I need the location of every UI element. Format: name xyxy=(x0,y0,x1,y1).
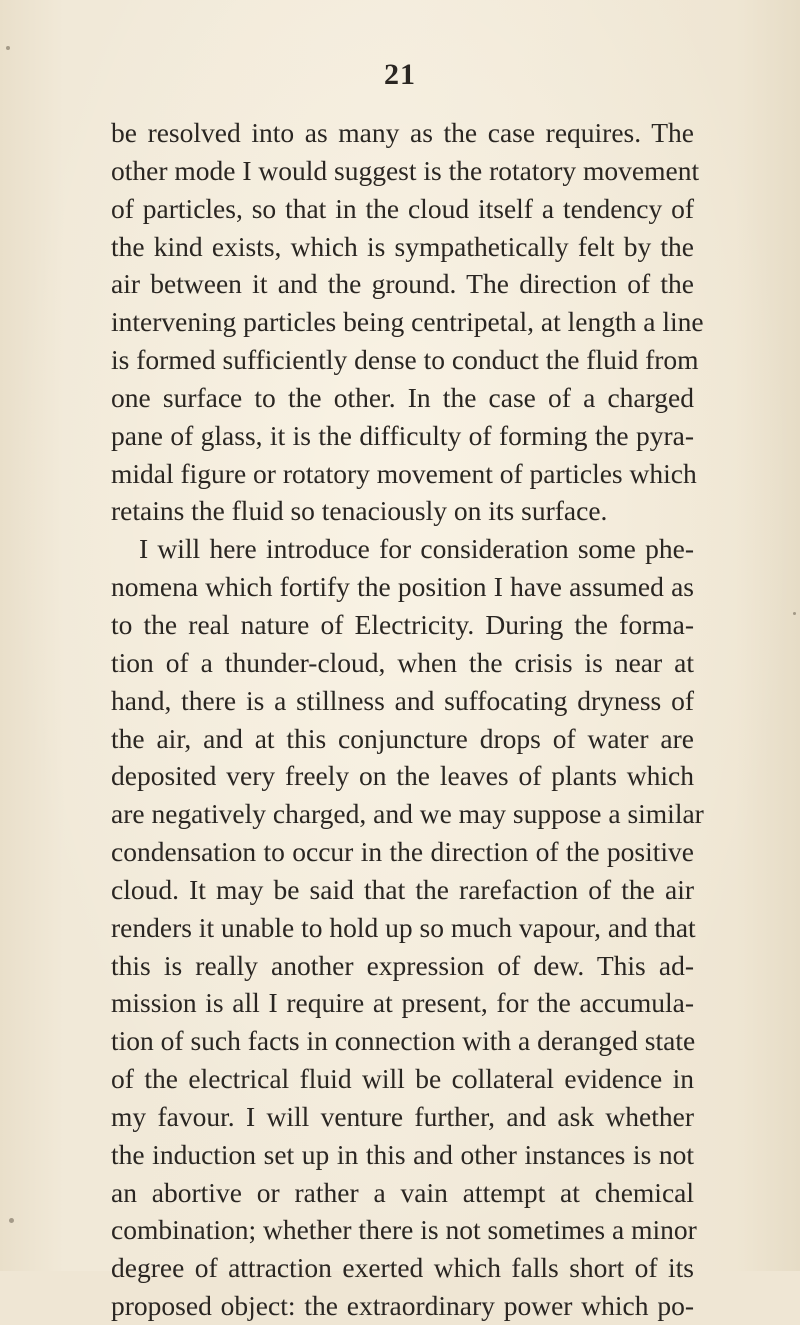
text-line: is formed sufficiently dense to conduct the fluid from xyxy=(111,344,699,376)
text-line: hand, there is a stillness and suffocating dryness of xyxy=(111,684,694,716)
text-line: deposited very freely on the leaves of plants which xyxy=(111,760,694,792)
text-line: condensation to occur in the direction of the positive xyxy=(111,836,694,868)
text-line: the kind exists, which is sympathetically felt by the xyxy=(111,230,694,262)
text-line: the air, and at this conjuncture drops of water are xyxy=(111,722,694,754)
text-line: other mode I would suggest is the rotatory movement xyxy=(111,154,700,186)
text-line: tion of a thunder-cloud, when the crisis is near at xyxy=(111,646,694,678)
text-line: my favour. I will venture further, and ask whether xyxy=(111,1100,694,1132)
text-line: of the electrical fluid will be collateral evidence in xyxy=(111,1063,694,1095)
body-text xyxy=(111,114,704,1325)
text-line: this is really another expression of dew. This ad- xyxy=(111,949,694,981)
text-line-paragraph-end: retains the fluid so tenaciously on its surface. xyxy=(111,495,608,527)
text-line: an abortive or rather a vain attempt at chemical xyxy=(111,1176,694,1208)
text-line: degree of attraction exerted which falls short of its xyxy=(111,1252,694,1284)
text-line: are negatively charged, and we may suppose a similar xyxy=(111,798,704,830)
text-line: to the real nature of Electricity. During the forma- xyxy=(111,608,694,640)
text-line: intervening particles being centripetal, at length a line xyxy=(111,306,704,338)
text-line: combination; whether there is not sometimes a minor xyxy=(111,1214,697,1246)
text-line: of particles, so that in the cloud itself a tendency of xyxy=(111,192,694,224)
text-line: cloud. It may be said that the rarefaction of the air xyxy=(111,873,694,905)
text-line: tion of such facts in connection with a deranged state xyxy=(111,1025,696,1057)
text-line: the induction set up in this and other instances is not xyxy=(111,1138,694,1170)
text-line: pane of glass, it is the difficulty of forming the pyra- xyxy=(111,419,694,451)
text-line: mission is all I require at present, for the accumula- xyxy=(111,987,694,1019)
text-line-paragraph-start: I will here introduce for consideration some phe- xyxy=(139,533,694,565)
paper-speck xyxy=(793,612,796,615)
text-line: proposed object: the extraordinary power which po- xyxy=(111,1290,694,1322)
text-line: nomena which fortify the position I have assumed as xyxy=(111,571,694,603)
text-line: be resolved into as many as the case requires. The xyxy=(111,117,694,148)
text-line: renders it unable to hold up so much vapour, and that xyxy=(111,911,696,943)
paper-speck xyxy=(9,1218,14,1223)
text-line: one surface to the other. In the case of a charged xyxy=(111,381,694,413)
page-number: 21 xyxy=(384,58,416,91)
paper-speck xyxy=(6,46,10,50)
text-line: midal figure or rotatory movement of particles which xyxy=(111,457,697,489)
text-line: air between it and the ground. The direction of the xyxy=(111,268,694,300)
